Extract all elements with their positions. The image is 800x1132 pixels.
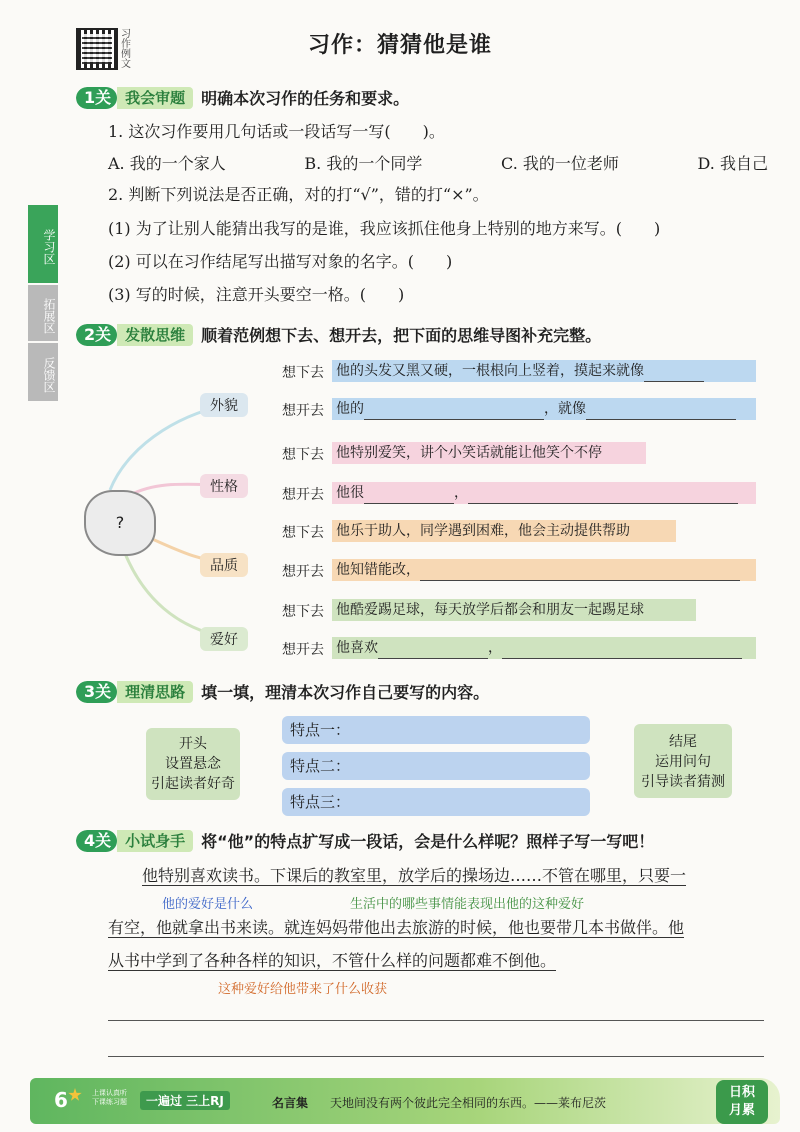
feature-1-field[interactable]: 特点一：	[282, 716, 590, 744]
think-down-text-1: 他的头发又黑又硬，一根根向上竖着，摸起来就像	[332, 360, 756, 382]
think-down-label-1: 想下去	[282, 365, 324, 381]
outline-start-title: 开头	[179, 736, 207, 752]
section-4-instruction: 将“他”的特点扩写成一段话，会是什么样呢？照样子写一写吧！	[201, 832, 655, 851]
quote-label: 名言集	[272, 1096, 309, 1110]
option-b[interactable]: B. 我的一个同学	[304, 154, 423, 173]
writing-line-1[interactable]	[108, 1020, 764, 1021]
feature-3-field[interactable]: 特点三：	[282, 788, 590, 816]
think-down-label-3: 想下去	[282, 525, 324, 541]
qr-label: 习作例文	[121, 29, 131, 70]
think-down-label-4: 想下去	[282, 604, 324, 620]
essay-line-3: 从书中学到了各种各样的知识，不管什么样的问题都难不倒他。	[108, 951, 557, 970]
page-title: 习作：猜猜他是谁	[307, 33, 492, 58]
section-1-header	[76, 86, 409, 109]
essay-hint-1b: 生活中的哪些事情能表现出他的这种爱好	[350, 897, 585, 912]
section-2-instruction: 顺着范例想下去、想开去，把下面的思维导图补充完整。	[201, 326, 602, 345]
question-1: 1. 这次习作要用几句话或一段话写一写( )。	[108, 122, 445, 141]
think-open-field-2[interactable]: 他很 ，	[332, 482, 756, 504]
think-open-field-3[interactable]: 他知错能改，	[332, 559, 756, 581]
outline-end-line1: 运用问句	[655, 754, 711, 770]
section-1-number: 1关	[76, 87, 117, 109]
essay-line-2: 有空，他就拿出书来读。就连妈妈带他出去旅游的时候，他也要带几本书做伴。他	[108, 918, 685, 937]
think-down-text-2: 他特别爱笑，讲个小笑话就能让他笑个不停	[332, 442, 646, 464]
outline-start-line1: 设置悬念	[165, 756, 221, 772]
option-a[interactable]: A. 我的一个家人	[108, 154, 226, 173]
essay-hint-1a: 他的爱好是什么	[162, 897, 254, 912]
branch-hobby: 爱好	[200, 627, 248, 651]
think-open-field-4[interactable]: 他喜欢 ，	[332, 637, 756, 659]
section-4-header	[76, 829, 654, 852]
question-2-item-2: (2) 可以在习作结尾写出描写对象的名字。( )	[108, 252, 453, 271]
branch-quality: 品质	[200, 553, 248, 577]
outline-start-card	[146, 728, 240, 800]
outline-end-line2: 引导读者猜测	[641, 774, 725, 790]
section-3-header	[76, 680, 489, 703]
section-3-number: 3关	[76, 681, 117, 703]
option-c[interactable]: C. 我的一位老师	[501, 154, 619, 173]
side-tab-feedback[interactable]: 反馈区	[28, 343, 58, 401]
think-open-label-1: 想开去	[282, 403, 324, 419]
section-3-badge	[76, 681, 193, 703]
think-open-label-4: 想开去	[282, 642, 324, 658]
section-1-badge	[76, 87, 193, 109]
book-small-text: 上课认真听 下课练习题	[92, 1089, 127, 1106]
section-1-instruction: 明确本次习作的任务和要求。	[201, 89, 410, 108]
think-down-text-4: 他酷爱踢足球，每天放学后都会和朋友一起踢足球	[332, 599, 696, 621]
essay-hint-3: 这种爱好给他带来了什么收获	[218, 982, 388, 997]
section-1-name: 我会审题	[117, 87, 193, 109]
feature-2-field[interactable]: 特点二：	[282, 752, 590, 780]
think-open-label-3: 想开去	[282, 564, 324, 580]
think-down-text-3: 他乐于助人，同学遇到困难，他会主动提供帮助	[332, 520, 676, 542]
essay-line-1: 他特别喜欢读书。下课后的教室里，放学后的操场边……不管在哪里，只要一	[142, 866, 687, 885]
section-2-header	[76, 323, 601, 346]
section-2-name: 发散思维	[117, 324, 193, 346]
question-1-options	[108, 153, 768, 175]
quote-text: 天地间没有两个彼此完全相同的东西。——莱布尼茨	[330, 1096, 607, 1110]
branch-appearance: 外貌	[200, 393, 248, 417]
outline-end-card	[634, 724, 732, 798]
section-2-badge	[76, 324, 193, 346]
page-number: 6	[54, 1088, 68, 1112]
section-3-name: 理清思路	[117, 681, 193, 703]
side-tab-study[interactable]: 学习区	[28, 205, 58, 283]
branch-personality: 性格	[200, 474, 248, 498]
section-3-instruction: 填一填，理清本次习作自己要写的内容。	[201, 683, 490, 702]
outline-end-title: 结尾	[669, 734, 697, 750]
option-d[interactable]: D. 我自己	[697, 154, 768, 173]
think-open-label-2: 想开去	[282, 487, 324, 503]
outline-start-line2: 引起读者好奇	[151, 776, 235, 792]
writing-line-2[interactable]	[108, 1056, 764, 1057]
book-name: 一遍过 三上RJ	[140, 1091, 230, 1110]
section-4-number: 4关	[76, 830, 117, 852]
side-tab-expand[interactable]: 拓展区	[28, 285, 58, 341]
think-down-label-2: 想下去	[282, 447, 324, 463]
section-4-name: 小试身手	[117, 830, 193, 852]
question-2-item-1: (1) 为了让别人能猜出我写的是谁，我应该抓住他身上特别的地方来写。( )	[108, 219, 661, 238]
mindmap-center: ?	[84, 490, 156, 556]
question-2-item-3: (3) 写的时候，注意开头要空一格。( )	[108, 285, 405, 304]
question-2: 2. 判断下列说法是否正确，对的打“√”，错的打“×”。	[108, 185, 489, 204]
daily-badge: 日积 月累	[716, 1080, 768, 1124]
section-2-number: 2关	[76, 324, 117, 346]
think-open-field-1[interactable]: 他的 ，就像	[332, 398, 756, 420]
section-4-badge	[76, 830, 193, 852]
